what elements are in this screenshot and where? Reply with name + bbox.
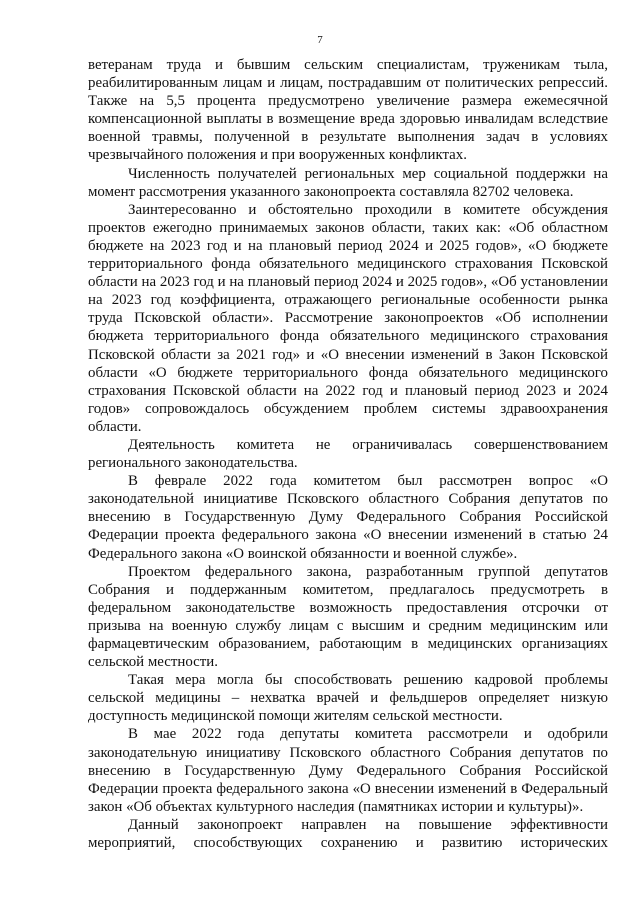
paragraph: Данный законопроект направлен на повышение эффективности мероприятий, способствующих сохранению и развитию исторических <box>88 816 608 852</box>
paragraph: В мае 2022 года депутаты комитета рассмотрели и одобрили законодательную инициативу Псковского областного Собрания депутатов по внесению в Государственную Думу Федерального Собрания Российской Федерации проекта федерального закона «О внесении изменений в Федеральный закон «Об объектах культурного наследия (памятниках истории и культуры)». <box>88 726 608 815</box>
paragraph: Деятельность комитета не ограничивалась совершенствованием регионального законодательства. <box>88 436 608 472</box>
page-number: 7 <box>317 34 323 46</box>
paragraph: Заинтересованно и обстоятельно проходили в комитете обсуждения проектов ежегодно принимаемых законов области, таких как: «Об областном бюджете на 2023 год и на плановый период 2024 и 2025 годов», «О бюджете территориального фонда обязательного медицинского страхования Псковской области на 2023 год и на плановый период 2024 и 2025 годов», «Об установлении на 2023 год коэффициента, отражающего региональные особенности рынка труда Псковской области». Рассмотрение законопроектов «Об исполнении бюджета территориального фонда обязательного медицинского страхования Псковской области за 2021 год» и «О внесении изменений в Закон Псковской области «О бюджете территориального фонда обязательного медицинского страхования Псковской области на 2022 год и плановый период 2023 и 2024 годов» сопровождалось обсуждением проблем системы здравоохранения области. <box>88 201 608 435</box>
paragraph: Численность получателей региональных мер социальной поддержки на момент рассмотрения указанного законопроекта составляла 82702 человека. <box>88 165 608 200</box>
document-body <box>88 56 608 852</box>
paragraph: Такая мера могла бы способствовать решению кадровой проблемы сельской медицины – нехватка врачей и фельдшеров определяет низкую доступность медицинской помощи жителям сельской местности. <box>88 672 608 725</box>
paragraph: В феврале 2022 года комитетом был рассмотрен вопрос «О законодательной инициативе Псковского областного Собрания депутатов по внесению в Государственную Думу Федерального Собрания Российской Федерации проекта федерального закона «О внесении изменений в статью 24 Федерального закона «О воинской обязанности и военной службе». <box>88 473 608 562</box>
paragraph: ветеранам труда и бывшим сельским специалистам, труженикам тыла, реабилитированным лицам и лицам, пострадавшим от политических репрессий. Также на 5,5 процента предусмотрено увеличение размера ежемесячной компенсационной выплаты в возмещение вреда здоровью инвалидам вследствие военной травмы, полученной в результате выполнения задач в условиях чрезвычайного положения и при вооруженных конфликтах. <box>88 57 608 164</box>
paragraph: Проектом федерального закона, разработанным группой депутатов Собрания и поддержанным комитетом, предлагалось предусмотреть в федеральном законодательстве возможность предоставления отсрочки от призыва на военную службу лицам с высшим и средним медицинским или фармацевтическим образованием, работающим в медицинских организациях сельской местности. <box>88 563 608 671</box>
